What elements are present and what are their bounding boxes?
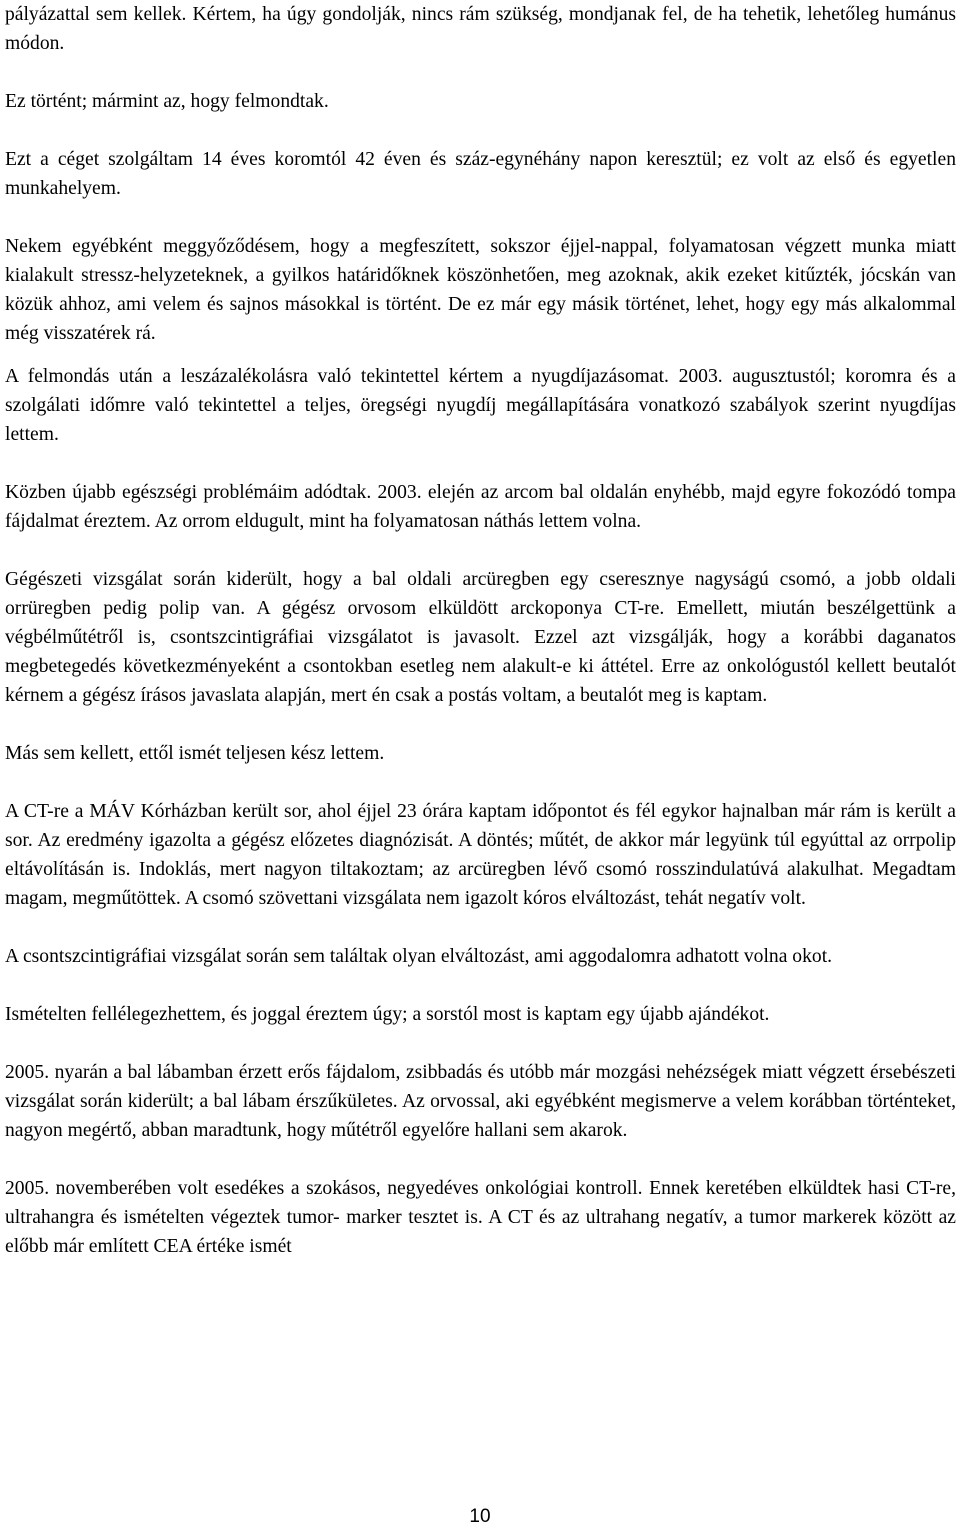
paragraph-7: Gégészeti vizsgálat során kiderült, hogy a bal oldali arcüregben egy cseresznye nagyságú csomó, a jobb oldali orrüregben pedig polip van. A gégész orvosom elküldött arckoponya CT-re. Emellett, miután beszélgettünk a végbélműtétről is, csontszcintigráfiai vizsgálatot is javasolt. Ezzel azt vizsgálják, hogy a korábbi daganatos megbetegedés következményeként a csontokban esetleg nem alakult-e ki áttétel. Erre az onkológustól kellett beutalót kérnem a gégész írásos javaslata alapján, mert én csak a postás voltam, a beutalót meg is kaptam.: [5, 569, 956, 706]
paragraph-9: A CT-re a MÁV Kórházban került sor, ahol éjjel 23 órára kaptam időpontot és fél egykor hajnalban már rám is került a sor. Az eredmény igazolta a gégész előzetes diagnózisát. A döntés; műtét, de akkor már legyünk túl egyúttal az orrpolip eltávolításán is. Indoklás, mert nagyon tiltakoztam; az arcüregben lévő csomó rosszindulatúvá alakulhat. Megadtam magam, megműtöttek. A csomó szövettani vizsgálata nem igazolt kóros elváltozást, tehát negatív volt.: [5, 801, 956, 909]
paragraph-11: Ismételten fellélegezhettem, és joggal éreztem úgy; a sorstól most is kaptam egy újabb ajándékot.: [5, 1004, 770, 1025]
paragraph-13: 2005. novemberében volt esedékes a szokásos, negyedéves onkológiai kontroll. Ennek keretében elküldtek hasi CT-re, ultrahangra és ismételten végeztek tumor- marker tesztet is. A CT és az ultrahang negatív, a tumor markerek között az előbb már említett CEA értéke ismét: [5, 1178, 956, 1257]
paragraph-1: pályázattal sem kellek. Kértem, ha úgy gondolják, nincs rám szükség, mondjanak fel, de ha tehetik, lehetőleg humánus módon.: [5, 4, 956, 54]
paragraph-2: Ez történt; mármint az, hogy felmondtak.: [5, 91, 329, 112]
paragraph-10: A csontszcintigráfiai vizsgálat során sem találtak olyan elváltozást, ami aggodalomra adhatott volna okot.: [5, 946, 833, 967]
paragraph-8: Más sem kellett, ettől ismét teljesen kész lettem.: [5, 743, 385, 764]
paragraph-4: Nekem egyébként meggyőződésem, hogy a megfeszített, sokszor éjjel-nappal, folyamatosan végzett munka miatt kialakult stressz-helyzeteknek, a gyilkos határidőknek köszönhetően, meg azoknak, akik ezeket kitűzték, jócskán van közük ahhoz, ami velem és sajnos másokkal is történt. De ez már egy másik történet, lehet, hogy egy más alkalommal még visszatérek rá.: [5, 236, 956, 344]
paragraph-3: Ezt a céget szolgáltam 14 éves koromtól 42 éven és száz-egynéhány napon keresztül; ez volt az első és egyetlen munkahelyem.: [5, 149, 956, 199]
paragraph-6: Közben újabb egészségi problémáim adódtak. 2003. elején az arcom bal oldalán enyhébb, majd egyre fokozódó tompa fájdalmat éreztem. Az orrom eldugult, mint ha folyamatosan náthás lettem volna.: [5, 482, 956, 532]
document-page: [5, 0, 956, 1290]
paragraph-5: A felmondás után a leszázalékolásra való tekintettel kértem a nyugdíjazásomat. 2003. augusztustól; koromra és a szolgálati időmre való tekintettel a teljes, öregségi nyugdíj megállapítására vonatkozó szabályok szerint nyugdíjas lettem.: [5, 366, 956, 445]
paragraph-12: 2005. nyarán a bal lábamban érzett erős fájdalom, zsibbadás és utóbb már mozgási nehézségek miatt végzett érsebészeti vizsgálat során kiderült; a bal lábam érszűkületes. Az orvossal, aki egyébként megismerve a velem korábban történteket, nagyon megértő, abban maradtunk, hogy műtétről egyelőre hallani sem akarok.: [5, 1062, 956, 1141]
page-number: 10: [469, 1506, 491, 1527]
